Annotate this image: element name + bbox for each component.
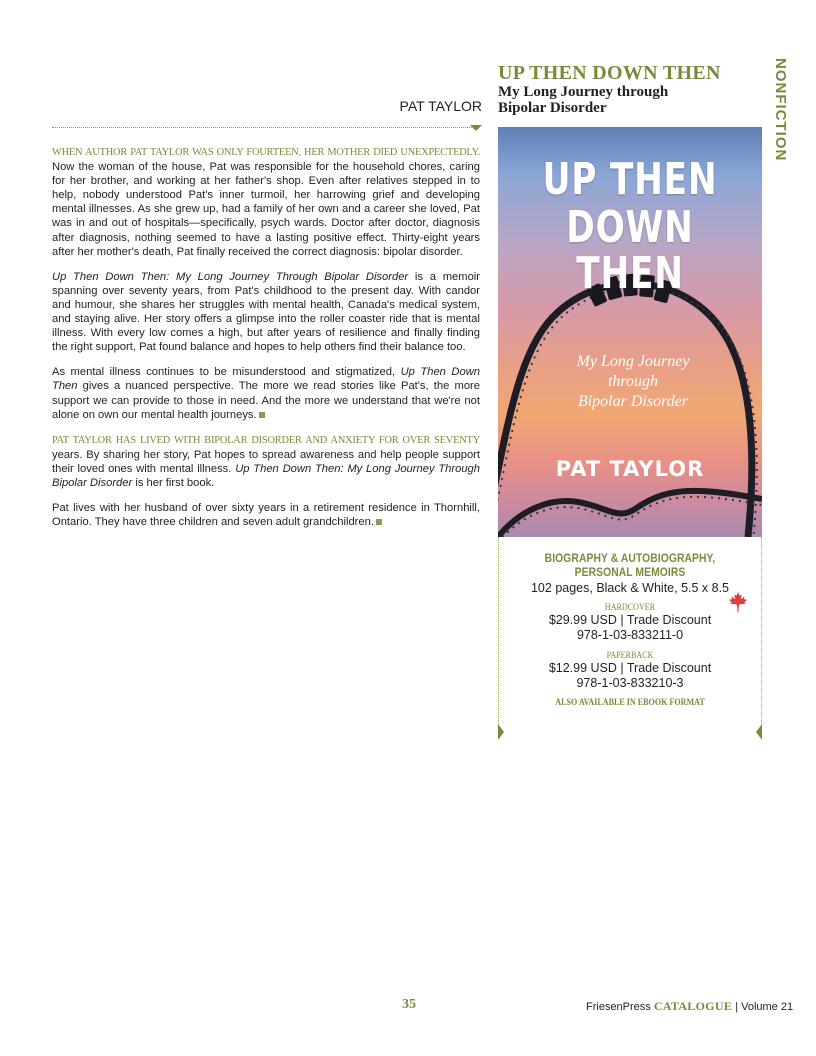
end-mark-icon (259, 412, 265, 418)
paragraph-text: is her first book. (132, 476, 215, 489)
footer-catalogue (586, 999, 793, 1014)
author-name-header: PAT TAYLOR (399, 98, 482, 114)
book-details-panel (498, 537, 762, 737)
paragraph-5 (52, 501, 480, 529)
book-title-italic: Up Then Down Then: My Long Journey Through Bipolar Disorder (52, 270, 409, 283)
paperback-isbn: 978-1-03-833210-3 (576, 676, 684, 690)
end-mark-icon (376, 519, 382, 525)
panel-arrow-left-icon (498, 724, 504, 740)
book-subtitle-line2: Bipolar Disorder (498, 100, 607, 116)
publisher-name: FriesenPress (586, 1001, 651, 1013)
hardcover-label: HARDCOVER (604, 603, 656, 613)
section-tab-nonfiction: NONFICTION (772, 58, 789, 162)
paragraph-3 (52, 365, 480, 421)
paragraph-4 (52, 433, 480, 490)
catalogue-label: CATALOGUE (653, 999, 733, 1013)
cover-author: PAT TAYLOR (555, 457, 705, 481)
paragraph-text: Now the woman of the house, Pat was responsible for the household chores, caring for her brother, and working at her father's shop. Even after relatives stepped in to help, nobody understood Pat's inner turmoil, her harrowing grief and developing mental illnesses. As she grew up, had a family of her own and a career she loved, Pat was in and out of hospitals—specifically, psych wards. Doctor after doctor, diagnosis after diagnosis, nothing seemed to have a lasting positive effect. Thirty-eight years after her mother's death, Pat finally received the correct diagnosis: bipolar disorder. (52, 161, 480, 258)
paperback-label: PAPERBACK (606, 651, 654, 661)
book-subtitle-line1: My Long Journey through (498, 84, 669, 100)
page-number: 35 (402, 997, 416, 1012)
divider-arrow-icon (470, 125, 482, 131)
book-cover (498, 127, 762, 537)
paragraph-text: years. By sharing her story, Pat hopes to spread awareness and help people support their loved ones with mental illness. (52, 448, 480, 475)
paragraph-text: As mental illness continues to be misunderstood and stigmatized, (52, 366, 401, 379)
cover-subtitle-line1: My Long Journey (576, 353, 690, 370)
title-block (498, 62, 760, 116)
volume-label: | Volume 21 (735, 1001, 794, 1013)
book-description (52, 145, 480, 540)
cover-title-line1: UP THEN (542, 154, 718, 205)
paperback-price: $12.99 USD | Trade Discount (548, 661, 712, 675)
cover-subtitle-line3: Bipolar Disorder (577, 393, 689, 410)
cover-title-line2: DOWN THEN (566, 202, 694, 299)
paragraph-1 (52, 145, 480, 259)
lead-in-text: WHEN AUTHOR PAT TAYLOR WAS ONLY FOURTEEN, HER MOTHER DIED UNEXPECTEDLY. (52, 147, 480, 158)
paragraph-text: is a memoir spanning over seventy years, from Pat's childhood to the present day. With candor and humour, she shares her struggles with mental health, Canada's medical system, and staying alive. Her story offers a glimpse into the roller coaster ride that is mental illness. With every low comes a high, but after years of resilience and finally finding the right support, Pat found balance and hopes to help others find their balance too. (52, 270, 481, 354)
ebook-availability: ALSO AVAILABLE IN EBOOK FORMAT (555, 698, 705, 708)
cover-subtitle (538, 352, 728, 412)
dotted-divider (52, 127, 478, 128)
book-specs: 102 pages, Black & White, 5.5 x 8.5 (530, 581, 730, 595)
category-label: BIOGRAPHY & AUTOBIOGRAPHY, PERSONAL MEMOIRS (544, 551, 716, 579)
maple-leaf-icon (727, 591, 749, 613)
paragraph-text: gives a nuanced perspective. The more we read stories like Pat's, the more support we can provide to those in need. And the more we understand that we're not alone on own our mental health journeys. (52, 380, 480, 421)
cover-subtitle-line2: through (607, 373, 659, 390)
hardcover-isbn: 978-1-03-833211-0 (576, 628, 684, 642)
panel-arrow-right-icon (756, 724, 762, 740)
paragraph-2 (52, 270, 480, 355)
book-title: UP THEN DOWN THEN (498, 62, 721, 84)
lead-in-text: PAT TAYLOR HAS LIVED WITH BIPOLAR DISORDER AND ANXIETY FOR OVER SEVENTY (52, 434, 480, 446)
paragraph-text: Pat lives with her husband of over sixty years in a retirement residence in Thornhill, Ontario. They have three children and seven adult grandchildren. (52, 502, 480, 529)
book-title-italic: Up Then Down Then: My Long Journey Through Bipolar Disorder (52, 462, 480, 489)
hardcover-price: $29.99 USD | Trade Discount (548, 613, 712, 627)
book-title-italic: Up Then Down Then (52, 366, 480, 393)
